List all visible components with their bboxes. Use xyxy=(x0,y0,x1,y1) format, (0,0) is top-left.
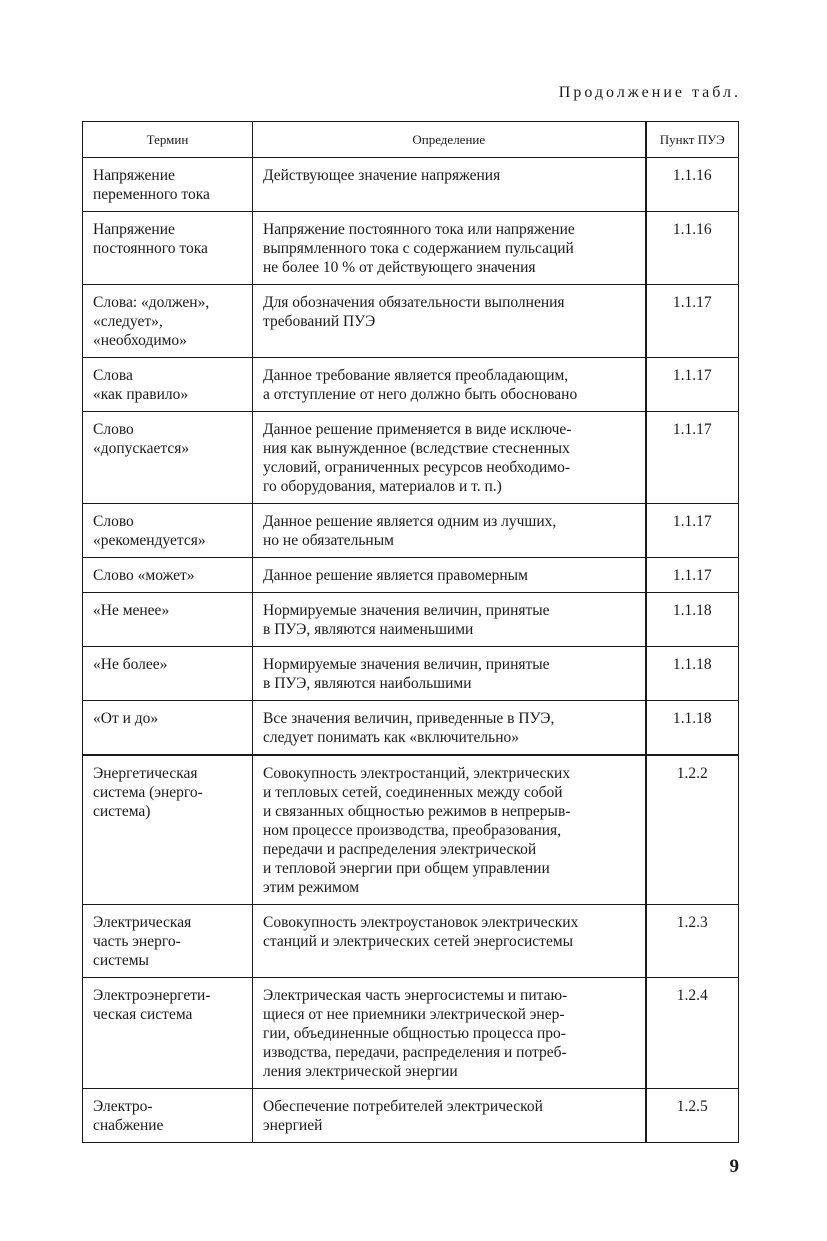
pue-clause-cell: 1.2.2 xyxy=(646,755,739,905)
pue-clause-cell: 1.1.18 xyxy=(646,593,739,647)
definition-cell: Действующее значение напряжения xyxy=(253,158,646,212)
pue-clause-cell: 1.1.18 xyxy=(646,701,739,756)
term-cell: Электрическая часть энерго- системы xyxy=(83,905,253,978)
definition-cell: Все значения величин, приведенные в ПУЭ, следует понимать как «включительно» xyxy=(253,701,646,756)
table-row xyxy=(83,212,739,285)
table-row xyxy=(83,285,739,358)
definition-cell: Совокупность электростанций, электрических и тепловых сетей, соединенных между собой и связанных общностью режимов в непрерыв- ном процессе производства, преобразования, передачи и распределения электрической и тепловой энергии при общем управлении этим режимом xyxy=(253,755,646,905)
definition-cell: Для обозначения обязательности выполнения требований ПУЭ xyxy=(253,285,646,358)
term-cell: Слово «рекомендуется» xyxy=(83,504,253,558)
definition-cell: Данное решение является правомерным xyxy=(253,558,646,593)
table-continuation-label: Продолжение табл. xyxy=(558,84,741,101)
term-cell: Слово «допускается» xyxy=(83,412,253,504)
table-row xyxy=(83,593,739,647)
table-row xyxy=(83,358,739,412)
header-pue-clause: Пункт ПУЭ xyxy=(646,122,739,158)
term-cell: «Не более» xyxy=(83,647,253,701)
table-header-row xyxy=(83,122,739,158)
table-row xyxy=(83,647,739,701)
term-cell: Электроэнергети- ческая система xyxy=(83,978,253,1089)
term-cell: Напряжение переменного тока xyxy=(83,158,253,212)
definition-cell: Обеспечение потребителей электрической энергией xyxy=(253,1089,646,1143)
pue-clause-cell: 1.2.4 xyxy=(646,978,739,1089)
definition-cell: Нормируемые значения величин, принятые в ПУЭ, являются наименьшими xyxy=(253,593,646,647)
pue-clause-cell: 1.2.5 xyxy=(646,1089,739,1143)
pue-clause-cell: 1.1.17 xyxy=(646,412,739,504)
term-cell: Энергетическая система (энерго- система) xyxy=(83,755,253,905)
table-row xyxy=(83,978,739,1089)
definition-cell: Нормируемые значения величин, принятые в ПУЭ, являются наибольшими xyxy=(253,647,646,701)
table-row xyxy=(83,755,739,905)
definition-cell: Данное решение является одним из лучших, но не обязательным xyxy=(253,504,646,558)
term-cell: Слово «может» xyxy=(83,558,253,593)
definition-cell: Данное требование является преобладающим, а отступление от него должно быть обосновано xyxy=(253,358,646,412)
table-row xyxy=(83,158,739,212)
pue-clause-cell: 1.1.18 xyxy=(646,647,739,701)
header-definition: Определение xyxy=(253,122,646,158)
pue-clause-cell: 1.1.17 xyxy=(646,558,739,593)
term-cell: Слова: «должен», «следует», «необходимо» xyxy=(83,285,253,358)
table-row xyxy=(83,701,739,756)
definition-cell: Электрическая часть энергосистемы и питаю- щиеся от нее приемники электрической энер- гии, объединенные общностью процесса про- изводства, передачи, распределения и потреб- ления электрической энергии xyxy=(253,978,646,1089)
table-row xyxy=(83,905,739,978)
pue-clause-cell: 1.1.16 xyxy=(646,212,739,285)
pue-clause-cell: 1.2.3 xyxy=(646,905,739,978)
pue-clause-cell: 1.1.17 xyxy=(646,285,739,358)
pue-clause-cell: 1.1.17 xyxy=(646,504,739,558)
definition-cell: Данное решение применяется в виде исключе- ния как вынужденное (вследствие стесненных условий, ограниченных ресурсов необходимо- го оборудования, материалов и т. п.) xyxy=(253,412,646,504)
header-term: Термин xyxy=(83,122,253,158)
pue-clause-cell: 1.1.16 xyxy=(646,158,739,212)
definition-cell: Напряжение постоянного тока или напряжение выпрямленного тока с содержанием пульсаций не более 10 % от действующего значения xyxy=(253,212,646,285)
term-cell: Слова «как правило» xyxy=(83,358,253,412)
term-cell: Напряжение постоянного тока xyxy=(83,212,253,285)
pue-clause-cell: 1.1.17 xyxy=(646,358,739,412)
term-cell: «Не менее» xyxy=(83,593,253,647)
page-number: 9 xyxy=(729,1156,739,1177)
term-cell: Электро- снабжение xyxy=(83,1089,253,1143)
definition-cell: Совокупность электроустановок электрических станций и электрических сетей энергосистемы xyxy=(253,905,646,978)
table-row xyxy=(83,504,739,558)
term-cell: «От и до» xyxy=(83,701,253,756)
terms-table xyxy=(82,121,739,1143)
table-row xyxy=(83,558,739,593)
table-row xyxy=(83,412,739,504)
table-row xyxy=(83,1089,739,1143)
